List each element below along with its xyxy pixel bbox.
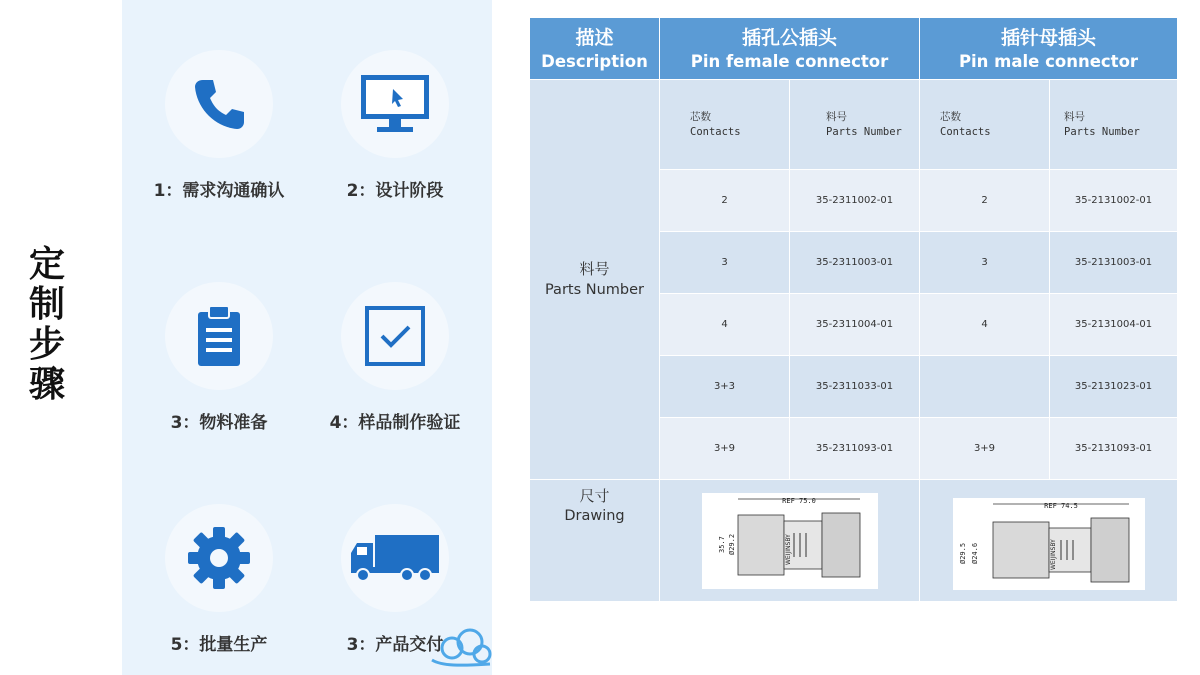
header-description: 描述 Description bbox=[530, 18, 660, 80]
header-male: 插针母插头 Pin male connector bbox=[920, 18, 1178, 80]
header-female: 插孔公插头 Pin female connector bbox=[660, 18, 920, 80]
male-part: 35-2131023-01 bbox=[1050, 356, 1178, 418]
step-2 bbox=[310, 50, 480, 201]
male-dim-2: Ø24.6 bbox=[970, 542, 979, 564]
gear-icon bbox=[184, 523, 254, 593]
sub-parts-male: 料号 Parts Number bbox=[1050, 80, 1178, 170]
female-part: 35-2311093-01 bbox=[790, 418, 920, 480]
male-connector-drawing bbox=[953, 498, 1145, 590]
female-ref-dim: REF 75.0 bbox=[781, 496, 816, 505]
sub-parts-female: 料号 Parts Number bbox=[790, 80, 920, 170]
step-2-circle bbox=[341, 50, 449, 158]
step-1-circle bbox=[165, 50, 273, 158]
step-4-circle bbox=[341, 282, 449, 390]
female-contacts: 3+9 bbox=[660, 418, 790, 480]
subheader-row bbox=[530, 80, 1178, 170]
cloud-decoration-icon bbox=[430, 622, 494, 672]
step-6-label: 3：产品交付 bbox=[346, 635, 444, 655]
step-3 bbox=[134, 282, 304, 433]
step-4 bbox=[310, 282, 480, 433]
male-part: 35-2131002-01 bbox=[1050, 170, 1178, 232]
female-part: 35-2311003-01 bbox=[790, 232, 920, 294]
step-5-label: 5：批量生产 bbox=[170, 635, 268, 655]
title-char: 骤 bbox=[28, 364, 65, 405]
male-part: 35-2131004-01 bbox=[1050, 294, 1178, 356]
sub-contacts-male: 芯数 Contacts bbox=[920, 80, 1050, 170]
male-contacts: 3+9 bbox=[920, 418, 1050, 480]
title-char: 定 bbox=[28, 244, 65, 285]
title-char: 制 bbox=[28, 284, 65, 325]
male-drawing-cell bbox=[920, 480, 1178, 602]
male-part: 35-2131003-01 bbox=[1050, 232, 1178, 294]
drawing-row bbox=[530, 480, 1178, 602]
male-part: 35-2131093-01 bbox=[1050, 418, 1178, 480]
female-part: 35-2311002-01 bbox=[790, 170, 920, 232]
male-contacts: 4 bbox=[920, 294, 1050, 356]
female-connector-drawing bbox=[702, 493, 878, 589]
step-4-label: 4：样品制作验证 bbox=[329, 413, 461, 433]
clipboard-icon bbox=[194, 304, 244, 368]
female-contacts: 3+3 bbox=[660, 356, 790, 418]
female-contacts: 3 bbox=[660, 232, 790, 294]
drawing-label bbox=[530, 480, 660, 602]
step-5-circle bbox=[165, 504, 273, 612]
page-title bbox=[22, 245, 72, 405]
drawing-label-en: Drawing bbox=[564, 508, 625, 524]
male-contacts: 3 bbox=[920, 232, 1050, 294]
male-contacts: 2 bbox=[920, 170, 1050, 232]
step-1 bbox=[134, 50, 304, 201]
row-label-zh: 料号 bbox=[579, 259, 610, 278]
female-dim-2: Ø29.2 bbox=[727, 533, 736, 555]
step-6-circle bbox=[341, 504, 449, 612]
female-drawing-cell bbox=[660, 480, 920, 602]
step-2-label: 2：设计阶段 bbox=[346, 181, 444, 201]
female-dim-1: 35.7 bbox=[717, 535, 726, 553]
male-dim-1: Ø29.5 bbox=[958, 542, 967, 564]
male-brand: WEIJINSBY bbox=[1049, 538, 1057, 570]
female-brand: WEIJINSBY bbox=[784, 533, 792, 565]
step-3-circle bbox=[165, 282, 273, 390]
male-ref-dim: REF 74.5 bbox=[1043, 501, 1078, 510]
spec-table bbox=[529, 17, 1178, 602]
phone-icon bbox=[189, 74, 249, 134]
male-contacts bbox=[920, 356, 1050, 418]
sub-contacts-female: 芯数 Contacts bbox=[660, 80, 790, 170]
female-contacts: 4 bbox=[660, 294, 790, 356]
checkbox-icon bbox=[364, 305, 426, 367]
step-5 bbox=[134, 504, 304, 655]
female-contacts: 2 bbox=[660, 170, 790, 232]
row-label-en: Parts Number bbox=[544, 281, 645, 298]
title-char: 步 bbox=[28, 324, 65, 365]
step-1-label: 1：需求沟通确认 bbox=[153, 181, 285, 201]
female-part: 35-2311004-01 bbox=[790, 294, 920, 356]
truck-icon bbox=[349, 533, 441, 583]
step-3-label: 3：物料准备 bbox=[170, 413, 268, 433]
monitor-icon bbox=[359, 73, 431, 135]
female-part: 35-2311033-01 bbox=[790, 356, 920, 418]
steps-panel bbox=[122, 0, 492, 675]
row-label-parts bbox=[530, 80, 660, 480]
drawing-label-zh: 尺寸 bbox=[579, 487, 610, 505]
header-row bbox=[530, 18, 1178, 80]
